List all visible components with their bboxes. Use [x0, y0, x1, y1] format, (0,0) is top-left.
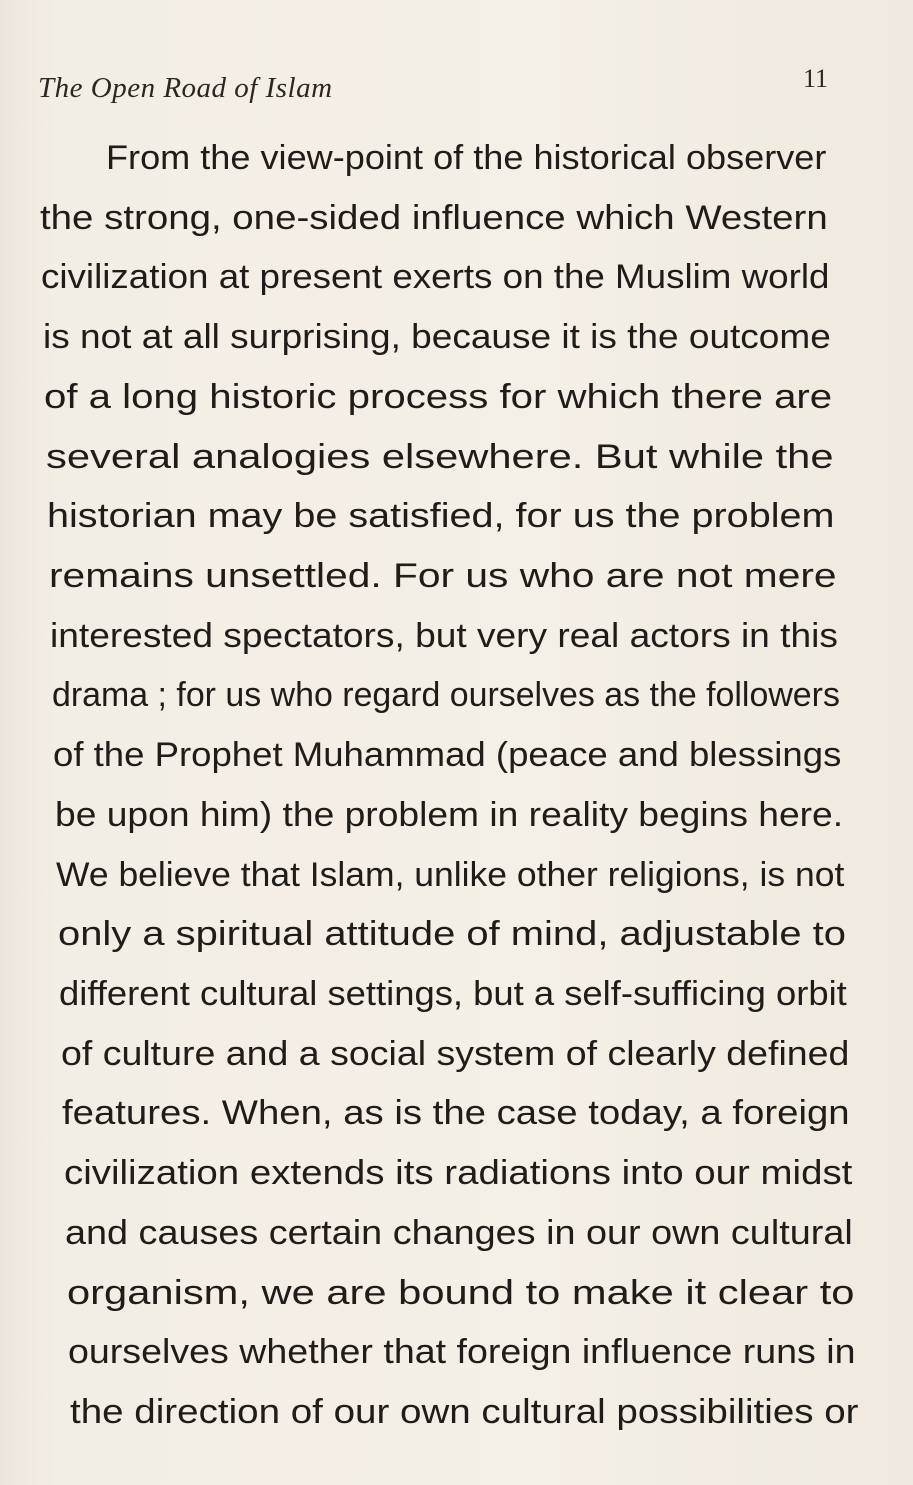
text-line: of culture and a social system of clearly defined: [60, 1034, 850, 1073]
text-line: be upon him) the problem in reality begins here.: [54, 795, 843, 834]
text-line: of a long historic process for which there are: [44, 377, 833, 416]
text-line: ourselves whether that foreign influence runs in: [68, 1333, 856, 1372]
page-number: 11: [803, 64, 829, 93]
text-line: civilization at present exerts on the Muslim world: [41, 258, 830, 297]
text-line: interested spectators, but very real actors in this: [50, 616, 839, 655]
text-line: of the Prophet Muhammad (peace and blessings: [53, 736, 842, 775]
text-line: From the view-point of the historical observer: [106, 139, 827, 177]
text-line: historian may be satisfied, for us the problem: [47, 497, 835, 536]
text-line: is not at all surprising, because it is the outcome: [42, 318, 831, 357]
text-line: the direction of our own cultural possibilities or: [70, 1393, 859, 1431]
text-line: remains unsettled. For us who are not mere: [48, 557, 837, 595]
text-line: We believe that Islam, unlike other religions, is not: [56, 855, 845, 894]
text-line: organism, we are bound to make it clear to: [66, 1273, 855, 1312]
text-line: only a spiritual attitude of mind, adjustable to: [57, 915, 846, 954]
text-line: different cultural settings, but a self-sufficing orbit: [59, 975, 848, 1013]
text-line: civilization extends its radiations into our midst: [63, 1154, 853, 1193]
running-head-title: The Open Road of Islam: [38, 72, 333, 104]
text-line: several analogies elsewhere. But while the: [45, 437, 834, 476]
text-line: drama ; for us who regard ourselves as the followers: [51, 676, 840, 715]
text-line: features. When, as is the case today, a foreign: [62, 1094, 850, 1133]
text-line: and causes certain changes in our own cultural: [65, 1213, 854, 1252]
text-line: the strong, one-sided influence which Western: [39, 198, 828, 237]
